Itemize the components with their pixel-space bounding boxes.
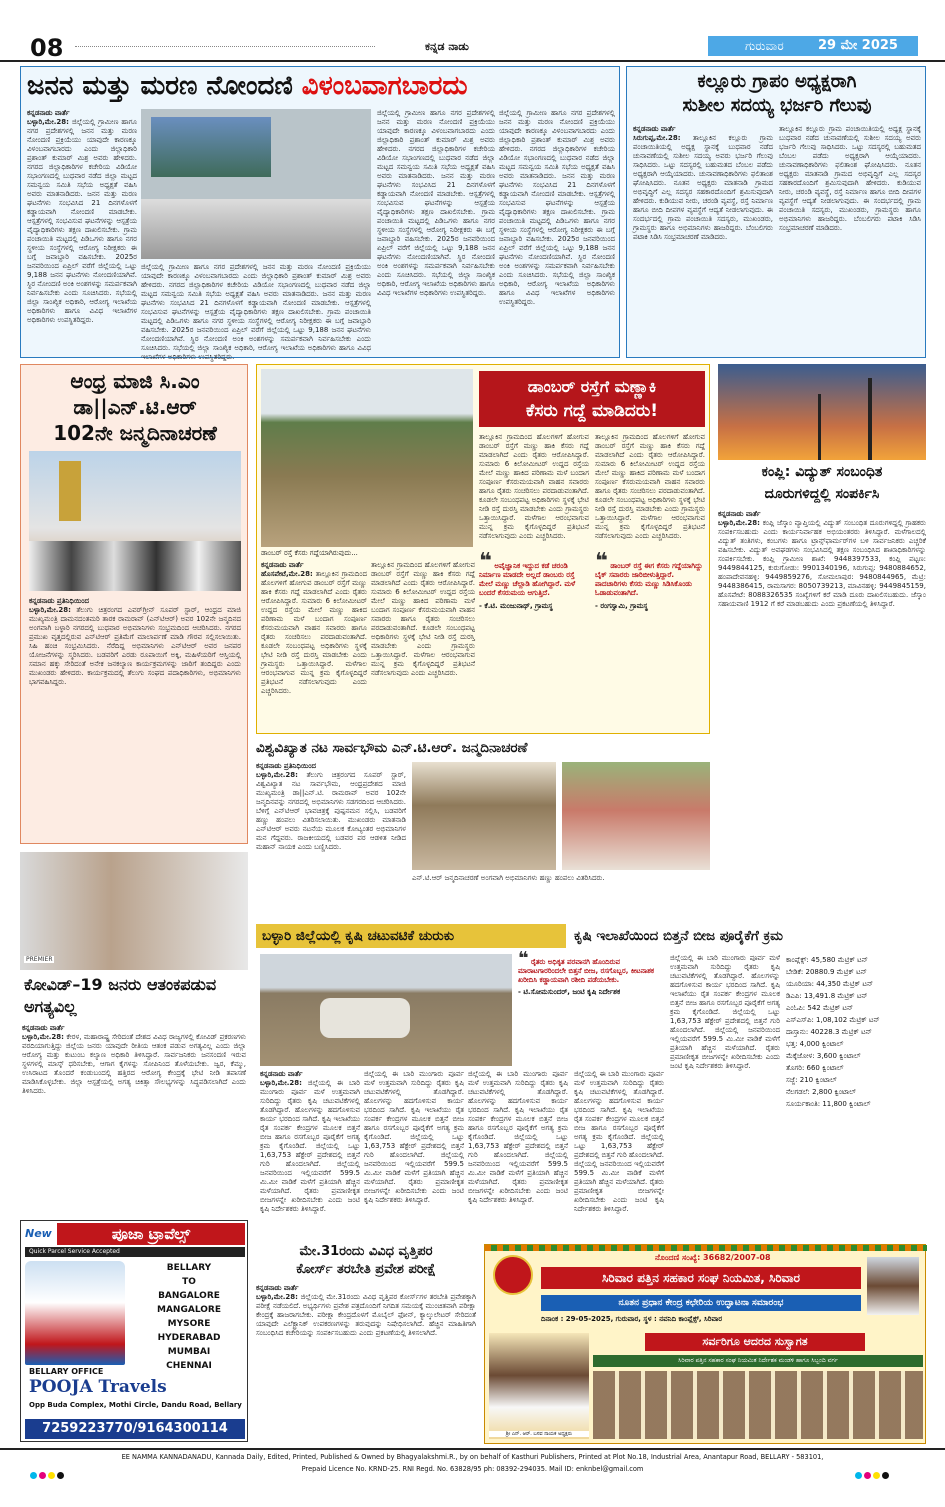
body-col2: ತಾಲ್ಲೂಕಿನ ಕಲ್ಲೂರು ಗ್ರಾಮ ಪಂಚಾಯಿತಿಯಲ್ಲಿ ಅಧ್ಯಕ್ಷ ಸ್ಥಾನಕ್ಕೆ ಬುಧವಾರ ನಡೆದ ಚುನಾವಣೆಯಲ್ಲಿ ಸುಶೀಲ ಸದಯ್ಯ ಅವರು ಭರ್ಜರಿ ಗೆಲುವು ಸಾಧಿಸಿದರು. ಒಟ್ಟು ಸದಸ್ಯರಲ್ಲಿ ಬಹುಮತದ ಬೆಂಬಲ ಪಡೆದು ಅಧ್ಯಕ್ಷರಾಗಿ ಆಯ್ಕೆಯಾದರು. ಚುನಾವಣಾಧಿಕಾರಿಗಳು ಫಲಿತಾಂಶ ಘೋಷಿಸಿದರು. ನೂತನ ಅಧ್ಯಕ್ಷರು ಮಾತನಾಡಿ ಗ್ರಾಮದ ಅಭಿವೃದ್ಧಿಗೆ ಎಲ್ಲ ಸದಸ್ಯರ ಸಹಕಾರದೊಂದಿಗೆ ಶ್ರಮಿಸುವುದಾಗಿ ಹೇಳಿದರು. ಕುಡಿಯುವ ನೀರು, ಚರಂಡಿ ವ್ಯವಸ್ಥೆ, ರಸ್ತೆ ನಿರ್ಮಾಣ ಹಾಗೂ ಬೀದಿ ದೀಪಗಳ ವ್ಯವಸ್ಥೆಗೆ ಆದ್ಯತೆ ನೀಡಲಾಗುವುದು. ಈ ಸಂದರ್ಭದಲ್ಲಿ ಗ್ರಾಮ ಪಂಚಾಯಿತಿ ಸದಸ್ಯರು, ಮುಖಂಡರು, ಗ್ರಾಮಸ್ಥರು ಹಾಗೂ ಅಭಿಮಾನಿಗಳು ಹಾಜರಿದ್ದರು. ಬೆಂಬಲಿಗರು ಪಟಾಕಿ ಸಿಡಿಸಿ ಸಂಭ್ರಮಾಚರಣೆ ಮಾಡಿದರು. bbox=[779, 125, 921, 232]
story-kampli bbox=[718, 364, 926, 916]
travels-name-kn: ಪೂಜಾ ಟ್ರಾವೆಲ್ಸ್ bbox=[57, 1223, 245, 1245]
registration-dots-right bbox=[855, 1464, 891, 1483]
quote-mark-icon: ❝ bbox=[518, 948, 529, 969]
byline: ಕನ್ನಡನಾಡು ವಾರ್ತೆ bbox=[256, 1284, 299, 1292]
body: ತಾಲ್ಲೂಕಿನ ಕಲ್ಲೂರು ಗ್ರಾಮ ಪಂಚಾಯಿತಿಯಲ್ಲಿ ಅಧ್ಯಕ್ಷ ಸ್ಥಾನಕ್ಕೆ ಬುಧವಾರ ನಡೆದ ಚುನಾವಣೆಯಲ್ಲಿ ಸುಶೀಲ ಸದಯ್ಯ ಅವರು ಭರ್ಜರಿ ಗೆಲುವು ಸಾಧಿಸಿದರು. ಒಟ್ಟು ಸದಸ್ಯರಲ್ಲಿ ಬಹುಮತದ ಬೆಂಬಲ ಪಡೆದು ಅಧ್ಯಕ್ಷರಾಗಿ ಆಯ್ಕೆಯಾದರು. ಚುನಾವಣಾಧಿಕಾರಿಗಳು ಫಲಿತಾಂಶ ಘೋಷಿಸಿದರು. ನೂತನ ಅಧ್ಯಕ್ಷರು ಮಾತನಾಡಿ ಗ್ರಾಮದ ಅಭಿವೃದ್ಧಿಗೆ ಎಲ್ಲ ಸದಸ್ಯರ ಸಹಕಾರದೊಂದಿಗೆ ಶ್ರಮಿಸುವುದಾಗಿ ಹೇಳಿದರು. ಕುಡಿಯುವ ನೀರು, ಚರಂಡಿ ವ್ಯವಸ್ಥೆ, ರಸ್ತೆ ನಿರ್ಮಾಣ ಹಾಗೂ ಬೀದಿ ದೀಪಗಳ ವ್ಯವಸ್ಥೆಗೆ ಆದ್ಯತೆ ನೀಡಲಾಗುವುದು. ಈ ಸಂದರ್ಭದಲ್ಲಿ ಗ್ರಾಮ ಪಂಚಾಯಿತಿ ಸದಸ್ಯರು, ಮುಖಂಡರು, ಗ್ರಾಮಸ್ಥರು ಹಾಗೂ ಅಭಿಮಾನಿಗಳು ಹಾಜರಿದ್ದರು. ಬೆಂಬಲಿಗರು ಪಟಾಕಿ ಸಿಡಿಸಿ ಸಂಭ್ರಮಾಚರಣೆ ಮಾಡಿದರು. bbox=[633, 134, 773, 241]
pylon bbox=[818, 394, 821, 460]
cyan-dot bbox=[855, 1472, 862, 1479]
story-photo bbox=[20, 852, 248, 970]
bank-logo bbox=[493, 1255, 533, 1295]
header-date: 29 ಮೇ 2025 bbox=[818, 38, 898, 53]
stock-line: ಸಜ್ಜೆ: 210 ಕ್ವಿಂಟಾಲ್ bbox=[786, 1076, 837, 1084]
body-col1 bbox=[261, 561, 367, 729]
ox-pair bbox=[320, 998, 410, 1038]
stock-line: ಬೇಡಿಕೆ: 20880.9 ಮೆಟ್ರಿಕ್ ಟನ್ bbox=[786, 968, 867, 976]
headline-line1: ಆಂಧ್ರ ಮಾಜಿ ಸಿ.ಎಂ bbox=[70, 369, 200, 393]
body-col1 bbox=[633, 125, 773, 353]
quote2-box bbox=[595, 549, 705, 729]
headline bbox=[27, 69, 468, 103]
stock-line: ಭತ್ತ: 4,000 ಕ್ವಿಂಟಾಲ್ bbox=[786, 1040, 844, 1048]
story-photo-2 bbox=[562, 762, 710, 870]
headline-line2: ಸುಶೀಲ ಸದಯ್ಯ ಭರ್ಜರಿ ಗೆಲುವು bbox=[682, 95, 872, 116]
body: ತೆಲುಗು ಚಿತ್ರರಂಗದ ಎವರ್‌ಗ್ರೀನ್ ಸೂಪರ್ ಸ್ಟಾರ್, ಆಂಧ್ರದ ಮಾಜಿ ಮುಖ್ಯಮಂತ್ರಿ ದಾಮನದಂತಮರಿ ತಾರಕ ರಾಮರಾವ್ (ಎನ್‌ಟಿಆರ್) ಅವರ 102ನೇ ಜನ್ಮದಿನದ ಅಂಗವಾಗಿ ಬಳ್ಳಾರಿ ನಗರದಲ್ಲಿ ಬುಧವಾರ ಅಭಿಮಾನಿಗಳು ಸಂಭ್ರಮದಿಂದ ಆಚರಿಸಿದರು. ನಗರದ ಪ್ರಮುಖ ವೃತ್ತದಲ್ಲಿರುವ ಎನ್‌ಟಿಆರ್ ಪ್ರತಿಮೆಗೆ ಮಾಲಾರ್ಪಣೆ ಮಾಡಿ ಗೌರವ ಸಲ್ಲಿಸಲಾಯಿತು. ಸಿಹಿ ಹಂಚಿ ಸಂಭ್ರಮಿಸಿದರು. ನೆರೆದಿದ್ದ ಅಭಿಮಾನಿಗಳು ಎನ್‌ಟಿಆರ್ ಅವರ ಜನಪರ ಯೋಜನೆಗಳನ್ನು ಸ್ಮರಿಸಿದರು. ಬಡವರಿಗೆ ಎರಡು ರೂಪಾಯಿಗೆ ಅಕ್ಕಿ, ಮಹಿಳೆಯರಿಗೆ ಆಸ್ತಿಯಲ್ಲಿ ಸಮಾನ ಹಕ್ಕು ಸೇರಿದಂತೆ ಅನೇಕ ಜನಕಲ್ಯಾಣ ಕಾರ್ಯಕ್ರಮಗಳನ್ನು ಜಾರಿಗೆ ತಂದಿದ್ದರು ಎಂದು ಮುಖಂಡರು ಹೇಳಿದರು. ಕಾರ್ಯಕ್ರಮದಲ್ಲಿ ತೆಲುಗು ಸಂಘದ ಪದಾಧಿಕಾರಿಗಳು, ಅಭಿಮಾನಿಗಳು ಭಾಗವಹಿಸಿದ್ದರು. bbox=[29, 606, 242, 686]
stock-line: ಎಂಓಪಿ: 542 ಮೆಟ್ರಿಕ್ ಟನ್ bbox=[786, 1004, 854, 1012]
table bbox=[141, 199, 371, 259]
body-area bbox=[29, 597, 241, 839]
story-road bbox=[256, 364, 710, 734]
headline-line2: ಡಾ||ಎನ್.ಟಿ.ಆರ್ bbox=[73, 395, 197, 419]
quote-mark-icon: ❝ bbox=[595, 549, 608, 574]
body-col4: ಜಿಲ್ಲೆಯಲ್ಲಿ ಗ್ರಾಮೀಣ ಹಾಗೂ ನಗರ ಪ್ರದೇಶಗಳಲ್ಲಿ ಜನನ ಮತ್ತು ಮರಣ ನೋಂದಣಿ ಪ್ರಕ್ರಿಯೆಯು ಯಾವುದೇ ಕಾರಣಕ್ಕೂ ವಿಳಂಬವಾಗಬಾರದು ಎಂದು ಜಿಲ್ಲಾಧಿಕಾರಿ ಪ್ರಶಾಂತ್ ಕುಮಾರ್ ಮಿಶ್ರ ಅವರು ಹೇಳಿದರು. ನಗರದ ಜಿಲ್ಲಾಧಿಕಾರಿಗಳ ಕಚೇರಿಯ ವಿಡಿಯೋ ಸಭಾಂಗಣದಲ್ಲಿ ಬುಧವಾರ ನಡೆದ ಜಿಲ್ಲಾ ಮಟ್ಟದ ಸಮನ್ವಯ ಸಮಿತಿ ಸಭೆಯ ಅಧ್ಯಕ್ಷತೆ ವಹಿಸಿ ಅವರು ಮಾತನಾಡಿದರು. ಜನನ ಮತ್ತು ಮರಣ ಘಟನೆಗಳು ಸಂಭವಿಸಿದ 21 ದಿನಗಳೊಳಗೆ ಕಡ್ಡಾಯವಾಗಿ ನೋಂದಣಿ ಮಾಡಬೇಕು. ಆಸ್ಪತ್ರೆಗಳಲ್ಲಿ ಸಂಭವಿಸುವ ಘಟನೆಗಳನ್ನು ಆಸ್ಪತ್ರೆಯ ವೈದ್ಯಾಧಿಕಾರಿಗಳು ತಕ್ಷಣ ದಾಖಲಿಸಬೇಕು. ಗ್ರಾಮ ಪಂಚಾಯಿತಿ ಮಟ್ಟದಲ್ಲಿ ಪಿಡಿಒಗಳು ಹಾಗೂ ನಗರ ಸ್ಥಳೀಯ ಸಂಸ್ಥೆಗಳಲ್ಲಿ ಆರೋಗ್ಯ ನಿರೀಕ್ಷಕರು ಈ ಬಗ್ಗೆ ಜವಾಬ್ದಾರಿ ವಹಿಸಬೇಕು. 2025ರ ಜನವರಿಯಿಂದ ಏಪ್ರಿಲ್ ವರೆಗೆ ಜಿಲ್ಲೆಯಲ್ಲಿ ಒಟ್ಟು 9,188 ಜನನ ಘಟನೆಗಳು ನೋಂದಣಿಯಾಗಿವೆ. ಸ್ಥಿರ ನೋಂದಣಿ ಅಂಕಿ ಅಂಶಗಳನ್ನು ಸಮರ್ಪಕವಾಗಿ ನಿರ್ವಹಿಸಬೇಕು ಎಂದು ಸೂಚಿಸಿದರು. ಸಭೆಯಲ್ಲಿ ಜಿಲ್ಲಾ ಸಾಂಖ್ಯಿಕ ಅಧಿಕಾರಿ, ಆರೋಗ್ಯ ಇಲಾಖೆಯ ಅಧಿಕಾರಿಗಳು ಹಾಗೂ ವಿವಿಧ ಇಲಾಖೆಗಳ ಅಧಿಕಾರಿಗಳು ಉಪಸ್ಥಿತರಿದ್ದರು. bbox=[499, 109, 615, 306]
ad-travels bbox=[20, 1220, 248, 1442]
board-title: ಸಿರಿವಾರ ಪತ್ತಿನ ಸಹಕಾರ ಸಂಘ ನಿಯಮಿತ ನಿರ್ದೇಶಕ ಮಂಡಳಿ ಹಾಗೂ ಸಿಬ್ಬಂದಿ ವರ್ಗ bbox=[593, 1355, 923, 1367]
quote2: ಡಾಂಬರ್ ರಸ್ತೆ ಈಗ ಕೆಸರು ಗದ್ದೆಯಾಗಿದ್ದು ಬೈಕ್ ಸವಾರರು ಜಾರಿಬೀಳುತ್ತಿದ್ದಾರೆ. ಪಾದಚಾರಿಗಳು ಕೆಸರು ಮಣ್ಣು ಸಿಡಿಸಿಕೊಂಡು ಓಡಾಡುವಂತಾಗಿದೆ. bbox=[595, 562, 703, 597]
yellow-dot bbox=[48, 1472, 55, 1479]
body-col1 bbox=[256, 762, 406, 912]
quote-by: - ಟಿ.ಸೋಮಸುಂದರ್, ಜಂಟಿ ಕೃಷಿ ನಿರ್ದೇಶಕ bbox=[518, 988, 621, 996]
body: ತಾಲ್ಲೂಕಿನ ಗ್ರಾಮದಿಂದ ಹೊಲಗಳಿಗೆ ಹೋಗುವ ಡಾಂಬರ್ ರಸ್ತೆಗೆ ಮಣ್ಣು ಹಾಕಿ ಕೆಸರು ಗದ್ದೆ ಮಾಡಲಾಗಿದೆ ಎಂದು ರೈತರು ಆರೋಪಿಸಿದ್ದಾರೆ. ಸುಮಾರು 6 ಕಿಲೋಮೀಟರ್ ಉದ್ದದ ರಸ್ತೆಯ ಮೇಲೆ ಮಣ್ಣು ಹಾಕಿದ ಪರಿಣಾಮ ಮಳೆ ಬಂದಾಗ ಸಂಪೂರ್ಣ ಕೆಸರುಮಯವಾಗಿ ವಾಹನ ಸವಾರರು ಹಾಗೂ ರೈತರು ಸಂಚರಿಸಲು ಪರದಾಡುವಂತಾಗಿದೆ. ಕೂಡಲೇ ಸಂಬಂಧಪಟ್ಟ ಅಧಿಕಾರಿಗಳು ಸ್ಥಳಕ್ಕೆ ಭೇಟಿ ನೀಡಿ ರಸ್ತೆ ದುರಸ್ತಿ ಮಾಡಬೇಕು ಎಂದು ಗ್ರಾಮಸ್ಥರು ಒತ್ತಾಯಿಸಿದ್ದಾರೆ. ಮಳೆಗಾಲ ಆರಂಭವಾಗುವ ಮುನ್ನ ಕ್ರಮ ಕೈಗೊಳ್ಳದಿದ್ದರೆ ಪ್ರತಿಭಟನೆ ನಡೆಸಲಾಗುವುದು ಎಂದು ಎಚ್ಚರಿಸಿದರು. bbox=[261, 570, 367, 695]
bank-name: ಸಿರಿವಾರ ಪತ್ತಿನ ಸಹಕಾರ ಸಂಘ ನಿಯಮಿತ, ಸಿರಿವಾರ bbox=[541, 1267, 861, 1289]
stock-list bbox=[786, 954, 926, 1236]
quote1-box bbox=[479, 549, 589, 729]
headline: ಕೋವಿಡ್–19 ಜನರು ಆತಂಕಪಡುವ ಅಗತ್ಯವಿಲ್ಲ bbox=[24, 975, 217, 1016]
dateline: ಬಳ್ಳಾರಿ,ಮೇ.28: bbox=[260, 1079, 302, 1087]
welcome: ಸರ್ವರಿಗೂ ಆದರದ ಸುಸ್ವಾಗತ bbox=[645, 1333, 865, 1351]
photo-caption: ಎನ್.ಟಿ.ಆರ್ ಜನ್ಮದಿನಾಚರಣೆ ಅಂಗವಾಗಿ ಅಭಿಮಾನಿಗಳು ಹಣ್ಣು ಹಂಪಲು ವಿತರಿಸಿದರು. bbox=[412, 874, 605, 882]
dateline: ಬಳ್ಳಾರಿ,ಮೇ.28: bbox=[256, 771, 298, 779]
new-label: New bbox=[25, 1227, 52, 1240]
travels-name-en: POOJA Travels bbox=[29, 1377, 167, 1397]
headline-line2: ದೂರುಗಳಿದ್ದಲ್ಲಿ ಸಂಪರ್ಕಿಸಿ bbox=[764, 486, 880, 502]
story-photo bbox=[141, 109, 371, 259]
dateline: ಬಳ್ಳಾರಿ,ಮೇ.28: bbox=[718, 519, 760, 527]
route: TO bbox=[182, 1277, 196, 1287]
statue bbox=[59, 461, 81, 521]
byline-area bbox=[27, 109, 137, 353]
crowd bbox=[29, 541, 241, 591]
header-rule-left bbox=[75, 46, 375, 47]
headline-left: ಬಳ್ಳಾರಿ ಜಿಲ್ಲೆಯಲ್ಲಿ ಕೃಷಿ ಚಟುವಟಿಕೆ ಚುರುಕು bbox=[256, 924, 566, 948]
stock-line: ಮೆಕ್ಕೆಜೋಳ: 3,600 ಕ್ವಿಂಟಾಲ್ bbox=[786, 1052, 861, 1060]
story-photo bbox=[718, 364, 926, 460]
headline-line1: ಮೇ.31ರಂದು ವಿವಿಧ ವೃತ್ತಿಪರ bbox=[299, 1244, 433, 1259]
byline: ಕನ್ನಡನಾಡು ವಾರ್ತೆ bbox=[260, 1070, 303, 1078]
body: ಜಿಲ್ಲೆಯಲ್ಲಿ ಗ್ರಾಮೀಣ ಹಾಗೂ ನಗರ ಪ್ರದೇಶಗಳಲ್ಲಿ ಜನನ ಮತ್ತು ಮರಣ ನೋಂದಣಿ ಪ್ರಕ್ರಿಯೆಯು ಯಾವುದೇ ಕಾರಣಕ್ಕೂ ವಿಳಂಬವಾಗಬಾರದು ಎಂದು ಜಿಲ್ಲಾಧಿಕಾರಿ ಪ್ರಶಾಂತ್ ಕುಮಾರ್ ಮಿಶ್ರ ಅವರು ಹೇಳಿದರು. ನಗರದ ಜಿಲ್ಲಾಧಿಕಾರಿಗಳ ಕಚೇರಿಯ ವಿಡಿಯೋ ಸಭಾಂಗಣದಲ್ಲಿ ಬುಧವಾರ ನಡೆದ ಜಿಲ್ಲಾ ಮಟ್ಟದ ಸಮನ್ವಯ ಸಮಿತಿ ಸಭೆಯ ಅಧ್ಯಕ್ಷತೆ ವಹಿಸಿ ಅವರು ಮಾತನಾಡಿದರು. ಜನನ ಮತ್ತು ಮರಣ ಘಟನೆಗಳು ಸಂಭವಿಸಿದ 21 ದಿನಗಳೊಳಗೆ ಕಡ್ಡಾಯವಾಗಿ ನೋಂದಣಿ ಮಾಡಬೇಕು. ಆಸ್ಪತ್ರೆಗಳಲ್ಲಿ ಸಂಭವಿಸುವ ಘಟನೆಗಳನ್ನು ಆಸ್ಪತ್ರೆಯ ವೈದ್ಯಾಧಿಕಾರಿಗಳು ತಕ್ಷಣ ದಾಖಲಿಸಬೇಕು. ಗ್ರಾಮ ಪಂಚಾಯಿತಿ ಮಟ್ಟದಲ್ಲಿ ಪಿಡಿಒಗಳು ಹಾಗೂ ನಗರ ಸ್ಥಳೀಯ ಸಂಸ್ಥೆಗಳಲ್ಲಿ ಆರೋಗ್ಯ ನಿರೀಕ್ಷಕರು ಈ ಬಗ್ಗೆ ಜವಾಬ್ದಾರಿ ವಹಿಸಬೇಕು. 2025ರ ಜನವರಿಯಿಂದ ಏಪ್ರಿಲ್ ವರೆಗೆ ಜಿಲ್ಲೆಯಲ್ಲಿ ಒಟ್ಟು 9,188 ಜನನ ಘಟನೆಗಳು ನೋಂದಣಿಯಾಗಿವೆ. ಸ್ಥಿರ ನೋಂದಣಿ ಅಂಕಿ ಅಂಶಗಳನ್ನು ಸಮರ್ಪಕವಾಗಿ ನಿರ್ವಹಿಸಬೇಕು ಎಂದು ಸೂಚಿಸಿದರು. ಸಭೆಯಲ್ಲಿ ಜಿಲ್ಲಾ ಸಾಂಖ್ಯಿಕ ಅಧಿಕಾರಿ, ಆರೋಗ್ಯ ಇಲಾಖೆಯ ಅಧಿಕಾರಿಗಳು ಹಾಗೂ ವಿವಿಧ ಇಲಾಖೆಗಳ ಅಧಿಕಾರಿಗಳು ಉಪಸ್ಥಿತರಿದ್ದರು. bbox=[27, 118, 137, 324]
page-number: 08 bbox=[30, 34, 64, 62]
body-area bbox=[256, 1284, 476, 1442]
dateline: ಬಳ್ಳಾರಿ,ಮೇ.28: bbox=[29, 606, 71, 614]
stock-line: ತೊಗರಿ: 660 ಕ್ವಿಂಟಾಲ್ bbox=[786, 1064, 844, 1072]
body: ತೆಲುಗು ಚಿತ್ರರಂಗದ ಸೂಪರ್ ಸ್ಟಾರ್, ವಿಶ್ವವಿಖ್ಯಾತ ನಟ ಸಾರ್ವಭೌಮ, ಆಂಧ್ರಪ್ರದೇಶದ ಮಾಜಿ ಮುಖ್ಯಮಂತ್ರಿ ಡಾ||ಎನ್.ಟಿ. ರಾಮರಾವ್ ಅವರ 102ನೇ ಜನ್ಮದಿನವನ್ನು ನಗರದಲ್ಲಿ ಅಭಿಮಾನಿಗಳು ಸಡಗರದಿಂದ ಆಚರಿಸಿದರು. ಬೆಳಿಗ್ಗೆ ಎನ್‌ಟಿಆರ್ ಭಾವಚಿತ್ರಕ್ಕೆ ಪುಷ್ಪನಮನ ಸಲ್ಲಿಸಿ, ಬಡವರಿಗೆ ಹಣ್ಣು ಹಂಪಲು ವಿತರಿಸಲಾಯಿತು. ಮುಖಂಡರು ಮಾತನಾಡಿ ಎನ್‌ಟಿಆರ್ ಅವರು ನಟನೆಯ ಮೂಲಕ ಕೋಟ್ಯಂತರ ಅಭಿಮಾನಿಗಳ ಮನ ಗೆದ್ದವರು. ರಾಜಕೀಯದಲ್ಲಿ ಬಡವರ ಪರ ಆಡಳಿತ ನೀಡಿದ ಮಹಾನ್ ನಾಯಕ ಎಂದು ಬಣ್ಣಿಸಿದರು. bbox=[256, 771, 406, 851]
body-col3: ಜಿಲ್ಲೆಯಲ್ಲಿ ಈ ಬಾರಿ ಮುಂಗಾರು ಪೂರ್ವ ಮಳೆ ಉತ್ತಮವಾಗಿ ಸುರಿದಿದ್ದು ರೈತರು ಕೃಷಿ ಚಟುವಟಿಕೆಗಳಲ್ಲಿ ತೊಡಗಿದ್ದಾರೆ. ಹೊಲಗಳನ್ನು ಹದಗೊಳಿಸುವ ಕಾರ್ಯ ಭರದಿಂದ ಸಾಗಿದೆ. ಕೃಷಿ ಇಲಾಖೆಯು ರೈತ ಸಂಪರ್ಕ ಕೇಂದ್ರಗಳ ಮೂಲಕ ಬಿತ್ತನೆ ಬೀಜ ಹಾಗೂ ರಸಗೊಬ್ಬರ ಪೂರೈಕೆಗೆ ಅಗತ್ಯ ಕ್ರಮ ಕೈಗೊಂಡಿದೆ. ಜಿಲ್ಲೆಯಲ್ಲಿ ಒಟ್ಟು 1,63,753 ಹೆಕ್ಟೇರ್ ಪ್ರದೇಶದಲ್ಲಿ ಬಿತ್ತನೆ ಗುರಿ ಹೊಂದಲಾಗಿದೆ. ಜಿಲ್ಲೆಯಲ್ಲಿ ಜನವರಿಯಿಂದ ಇಲ್ಲಿಯವರೆಗೆ 599.5 ಮಿ.ಮೀ ವಾಡಿಕೆ ಮಳೆಗೆ ಪ್ರತಿಯಾಗಿ ಹೆಚ್ಚಿನ ಮಳೆಯಾಗಿದೆ. ರೈತರು ಪ್ರಮಾಣೀಕೃತ ಬೀಜಗಳನ್ನೇ ಖರೀದಿಸಬೇಕು ಎಂದು ಜಂಟಿ ಕೃಷಿ ನಿರ್ದೇಶಕರು ತಿಳಿಸಿದ್ದಾರೆ. bbox=[468, 1070, 568, 1204]
byline: ಕನ್ನಡನಾಡು ವಾರ್ತೆ bbox=[27, 109, 70, 117]
headline: ವಿಶ್ವವಿಖ್ಯಾತ ನಟ ಸಾರ್ವಭೌಮ ಎನ್.ಟಿ.ಆರ್. ಜನ್ಮದಿನಾಚರಣೆ bbox=[256, 740, 528, 756]
route: MUMBAI bbox=[167, 1347, 211, 1357]
stock-line: ಎಸ್‌ಎಸ್‌ಪಿ: 1,08,102 ಮೆಟ್ರಿಕ್ ಟನ್ bbox=[786, 1016, 880, 1024]
story-photo-1 bbox=[412, 762, 556, 870]
body-col3: ಜಿಲ್ಲೆಯಲ್ಲಿ ಗ್ರಾಮೀಣ ಹಾಗೂ ನಗರ ಪ್ರದೇಶಗಳಲ್ಲಿ ಜನನ ಮತ್ತು ಮರಣ ನೋಂದಣಿ ಪ್ರಕ್ರಿಯೆಯು ಯಾವುದೇ ಕಾರಣಕ್ಕೂ ವಿಳಂಬವಾಗಬಾರದು ಎಂದು ಜಿಲ್ಲಾಧಿಕಾರಿ ಪ್ರಶಾಂತ್ ಕುಮಾರ್ ಮಿಶ್ರ ಅವರು ಹೇಳಿದರು. ನಗರದ ಜಿಲ್ಲಾಧಿಕಾರಿಗಳ ಕಚೇರಿಯ ವಿಡಿಯೋ ಸಭಾಂಗಣದಲ್ಲಿ ಬುಧವಾರ ನಡೆದ ಜಿಲ್ಲಾ ಮಟ್ಟದ ಸಮನ್ವಯ ಸಮಿತಿ ಸಭೆಯ ಅಧ್ಯಕ್ಷತೆ ವಹಿಸಿ ಅವರು ಮಾತನಾಡಿದರು. ಜನನ ಮತ್ತು ಮರಣ ಘಟನೆಗಳು ಸಂಭವಿಸಿದ 21 ದಿನಗಳೊಳಗೆ ಕಡ್ಡಾಯವಾಗಿ ನೋಂದಣಿ ಮಾಡಬೇಕು. ಆಸ್ಪತ್ರೆಗಳಲ್ಲಿ ಸಂಭವಿಸುವ ಘಟನೆಗಳನ್ನು ಆಸ್ಪತ್ರೆಯ ವೈದ್ಯಾಧಿಕಾರಿಗಳು ತಕ್ಷಣ ದಾಖಲಿಸಬೇಕು. ಗ್ರಾಮ ಪಂಚಾಯಿತಿ ಮಟ್ಟದಲ್ಲಿ ಪಿಡಿಒಗಳು ಹಾಗೂ ನಗರ ಸ್ಥಳೀಯ ಸಂಸ್ಥೆಗಳಲ್ಲಿ ಆರೋಗ್ಯ ನಿರೀಕ್ಷಕರು ಈ ಬಗ್ಗೆ ಜವಾಬ್ದಾರಿ ವಹಿಸಬೇಕು. 2025ರ ಜನವರಿಯಿಂದ ಏಪ್ರಿಲ್ ವರೆಗೆ ಜಿಲ್ಲೆಯಲ್ಲಿ ಒಟ್ಟು 9,188 ಜನನ ಘಟನೆಗಳು ನೋಂದಣಿಯಾಗಿವೆ. ಸ್ಥಿರ ನೋಂದಣಿ ಅಂಕಿ ಅಂಶಗಳನ್ನು ಸಮರ್ಪಕವಾಗಿ ನಿರ್ವಹಿಸಬೇಕು ಎಂದು ಸೂಚಿಸಿದರು. ಸಭೆಯಲ್ಲಿ ಜಿಲ್ಲಾ ಸಾಂಖ್ಯಿಕ ಅಧಿಕಾರಿ, ಆರೋಗ್ಯ ಇಲಾಖೆಯ ಅಧಿಕಾರಿಗಳು ಹಾಗೂ ವಿವಿಧ ಇಲಾಖೆಗಳ ಅಧಿಕಾರಿಗಳು ಉಪಸ್ಥಿತರಿದ್ದರು. bbox=[377, 109, 495, 297]
body-area bbox=[22, 1024, 246, 1210]
route: MYSORE bbox=[167, 1319, 211, 1329]
reg-no: ನೊಂದಣಿ ಸಂಖ್ಯೆ: 36682/2007-08 bbox=[655, 1253, 771, 1262]
stock-line: ಡಿಎಪಿ: 13,491.8 ಮೆಟ್ರಿಕ್ ಟನ್ bbox=[786, 992, 868, 1000]
cyan-dot bbox=[30, 1472, 37, 1479]
body-col4: ತಾಲ್ಲೂಕಿನ ಗ್ರಾಮದಿಂದ ಹೊಲಗಳಿಗೆ ಹೋಗುವ ಡಾಂಬರ್ ರಸ್ತೆಗೆ ಮಣ್ಣು ಹಾಕಿ ಕೆಸರು ಗದ್ದೆ ಮಾಡಲಾಗಿದೆ ಎಂದು ರೈತರು ಆರೋಪಿಸಿದ್ದಾರೆ. ಸುಮಾರು 6 ಕಿಲೋಮೀಟರ್ ಉದ್ದದ ರಸ್ತೆಯ ಮೇಲೆ ಮಣ್ಣು ಹಾಕಿದ ಪರಿಣಾಮ ಮಳೆ ಬಂದಾಗ ಸಂಪೂರ್ಣ ಕೆಸರುಮಯವಾಗಿ ವಾಹನ ಸವಾರರು ಹಾಗೂ ರೈತರು ಸಂಚರಿಸಲು ಪರದಾಡುವಂತಾಗಿದೆ. ಕೂಡಲೇ ಸಂಬಂಧಪಟ್ಟ ಅಧಿಕಾರಿಗಳು ಸ್ಥಳಕ್ಕೆ ಭೇಟಿ ನೀಡಿ ರಸ್ತೆ ದುರಸ್ತಿ ಮಾಡಬೇಕು ಎಂದು ಗ್ರಾಮಸ್ಥರು ಒತ್ತಾಯಿಸಿದ್ದಾರೆ. ಮಳೆಗಾಲ ಆರಂಭವಾಗುವ ಮುನ್ನ ಕ್ರಮ ಕೈಗೊಳ್ಳದಿದ್ದರೆ ಪ್ರತಿಭಟನೆ ನಡೆಸಲಾಗುವುದು ಎಂದು ಎಚ್ಚರಿಸಿದರು. bbox=[595, 433, 705, 540]
dateline: ಹೊಸಪೇಟೆ,ಮೇ.28: bbox=[261, 570, 313, 578]
chairman-caption: ಶ್ರೀ ಎನ್. ಆರ್. ಬಸವ ನಾಯಕ ಅಧ್ಯಕ್ಷರು bbox=[489, 1431, 589, 1437]
body-area bbox=[718, 510, 926, 914]
office-label: BELLARY OFFICE bbox=[29, 1367, 104, 1376]
parcel-strip: Quick Parcel Service Accepted bbox=[25, 1247, 245, 1257]
body-col2: ಜಿಲ್ಲೆಯಲ್ಲಿ ಗ್ರಾಮೀಣ ಹಾಗೂ ನಗರ ಪ್ರದೇಶಗಳಲ್ಲಿ ಜನನ ಮತ್ತು ಮರಣ ನೋಂದಣಿ ಪ್ರಕ್ರಿಯೆಯು ಯಾವುದೇ ಕಾರಣಕ್ಕೂ ವಿಳಂಬವಾಗಬಾರದು ಎಂದು ಜಿಲ್ಲಾಧಿಕಾರಿ ಪ್ರಶಾಂತ್ ಕುಮಾರ್ ಮಿಶ್ರ ಅವರು ಹೇಳಿದರು. ನಗರದ ಜಿಲ್ಲಾಧಿಕಾರಿಗಳ ಕಚೇರಿಯ ವಿಡಿಯೋ ಸಭಾಂಗಣದಲ್ಲಿ ಬುಧವಾರ ನಡೆದ ಜಿಲ್ಲಾ ಮಟ್ಟದ ಸಮನ್ವಯ ಸಮಿತಿ ಸಭೆಯ ಅಧ್ಯಕ್ಷತೆ ವಹಿಸಿ ಅವರು ಮಾತನಾಡಿದರು. ಜನನ ಮತ್ತು ಮರಣ ಘಟನೆಗಳು ಸಂಭವಿಸಿದ 21 ದಿನಗಳೊಳಗೆ ಕಡ್ಡಾಯವಾಗಿ ನೋಂದಣಿ ಮಾಡಬೇಕು. ಆಸ್ಪತ್ರೆಗಳಲ್ಲಿ ಸಂಭವಿಸುವ ಘಟನೆಗಳನ್ನು ಆಸ್ಪತ್ರೆಯ ವೈದ್ಯಾಧಿಕಾರಿಗಳು ತಕ್ಷಣ ದಾಖಲಿಸಬೇಕು. ಗ್ರಾಮ ಪಂಚಾಯಿತಿ ಮಟ್ಟದಲ್ಲಿ ಪಿಡಿಒಗಳು ಹಾಗೂ ನಗರ ಸ್ಥಳೀಯ ಸಂಸ್ಥೆಗಳಲ್ಲಿ ಆರೋಗ್ಯ ನಿರೀಕ್ಷಕರು ಈ ಬಗ್ಗೆ ಜವಾಬ್ದಾರಿ ವಹಿಸಬೇಕು. 2025ರ ಜನವರಿಯಿಂದ ಏಪ್ರಿಲ್ ವರೆಗೆ ಜಿಲ್ಲೆಯಲ್ಲಿ ಒಟ್ಟು 9,188 ಜನನ ಘಟನೆಗಳು ನೋಂದಣಿಯಾಗಿವೆ. ಸ್ಥಿರ ನೋಂದಣಿ ಅಂಕಿ ಅಂಶಗಳನ್ನು ಸಮರ್ಪಕವಾಗಿ ನಿರ್ವಹಿಸಬೇಕು ಎಂದು ಸೂಚಿಸಿದರು. ಸಭೆಯಲ್ಲಿ ಜಿಲ್ಲಾ ಸಾಂಖ್ಯಿಕ ಅಧಿಕಾರಿ, ಆರೋಗ್ಯ ಇಲಾಖೆಯ ಅಧಿಕಾರಿಗಳು ಹಾಗೂ ವಿವಿಧ ಇಲಾಖೆಗಳ ಅಧಿಕಾರಿಗಳು ಉಪಸ್ಥಿತರಿದ್ದರು. bbox=[141, 263, 371, 361]
story-agri bbox=[256, 924, 926, 1240]
body: ಕೇರಳ, ಮಹಾರಾಷ್ಟ್ರ ಸೇರಿದಂತೆ ದೇಶದ ವಿವಿಧ ರಾಜ್ಯಗಳಲ್ಲಿ ಕೋವಿಡ್ ಪ್ರಕರಣಗಳು ವರದಿಯಾಗುತ್ತಿದ್ದು ಜಿಲ್ಲೆಯ ಜನರು ಯಾವುದೇ ರೀತಿಯ ಆತಂಕ ಪಡುವ ಅಗತ್ಯವಿಲ್ಲ ಎಂದು ಜಿಲ್ಲಾ ಆರೋಗ್ಯ ಮತ್ತು ಕುಟುಂಬ ಕಲ್ಯಾಣ ಅಧಿಕಾರಿ ತಿಳಿಸಿದ್ದಾರೆ. ಸಾರ್ವಜನಿಕರು ಜನಸಂದಣಿ ಇರುವ ಸ್ಥಳಗಳಲ್ಲಿ ಮಾಸ್ಕ್ ಧರಿಸಬೇಕು, ಆಗಾಗ ಕೈಗಳನ್ನು ಸೋಪಿನಿಂದ ತೊಳೆಯಬೇಕು. ಜ್ವರ, ಕೆಮ್ಮು, ಉಸಿರಾಟದ ತೊಂದರೆ ಕಂಡುಬಂದಲ್ಲಿ ಹತ್ತಿರದ ಆರೋಗ್ಯ ಕೇಂದ್ರಕ್ಕೆ ಭೇಟಿ ನೀಡಿ ತಪಾಸಣೆ ಮಾಡಿಸಿಕೊಳ್ಳಬೇಕು. ಜಿಲ್ಲಾ ಆಸ್ಪತ್ರೆಯಲ್ಲಿ ಅಗತ್ಯ ಚಿಕಿತ್ಸಾ ಸೌಲಭ್ಯಗಳನ್ನು ಸಿದ್ಧಪಡಿಸಲಾಗಿದೆ ಎಂದು ತಿಳಿಸಿದರು. bbox=[22, 1033, 246, 1095]
stock-line: ನೆಲಗಡಲೆ: 2,800 ಕ್ವಿಂಟಾಲ್ bbox=[786, 1088, 856, 1096]
black-dot bbox=[882, 1472, 889, 1479]
headline-box bbox=[479, 371, 705, 427]
stock-line: ದಾಸ್ತಾನು: 40228.3 ಮೆಟ್ರಿಕ್ ಟನ್ bbox=[786, 1028, 872, 1036]
route: BANGALORE bbox=[158, 1291, 220, 1301]
story-birth-death bbox=[20, 66, 620, 361]
routes bbox=[131, 1261, 247, 1373]
dateline: ಬಳ್ಳಾರಿ,ಮೇ.28: bbox=[22, 1033, 64, 1041]
quote2-by: - ರಂಗಸ್ವಾಮಿ, ಗ್ರಾಮಸ್ಥ bbox=[595, 602, 648, 610]
quote1: ಅವೈಜ್ಞಾನಿಕ ಇದ್ದುದ ಕಡೆ ಚರಂಡಿ ನಿರ್ಮಾಣ ಮಾಡದೇ ಅಲ್ಲದೆ ಡಾಂಬರು ರಸ್ತೆ ಮೇಲೆ ಮಣ್ಣು ಚೆಲ್ಲಾಡಿ ಹೋಗಿದ್ದಾರೆ. ಮಳೆ ಬಂದರೆ ಕೆಸರುಮಯ ಆಗುತ್ತಿದೆ. bbox=[479, 562, 576, 597]
headline-right: ಕೃಷಿ ಇಲಾಖೆಯಿಂದ ಬಿತ್ತನೆ ಬೀಜ ಪೂರೈಕೆಗೆ ಕ್ರಮ bbox=[574, 928, 783, 944]
body: ಕಂಪ್ಲಿ ಜೆಸ್ಕಾಂ ವ್ಯಾಪ್ತಿಯಲ್ಲಿ ವಿದ್ಯುತ್ ಸಂಬಂಧಿತ ದೂರುಗಳಿದ್ದಲ್ಲಿ ಗ್ರಾಹಕರು ಸಂಪರ್ಕಿಸಬಹುದು ಎಂದು ಕಾರ್ಯನಿರ್ವಾಹಕ ಅಭಿಯಂತರರು ತಿಳಿಸಿದ್ದಾರೆ. ಮಳೆಗಾಲದಲ್ಲಿ ವಿದ್ಯುತ್ ತಂತಿಗಳು, ಕಂಬಗಳು ಹಾಗೂ ಟ್ರಾನ್ಸ್‌ಫಾರ್ಮರ್‌ಗಳ ಬಳಿ ಸಾರ್ವಜನಿಕರು ಎಚ್ಚರಿಕೆ ವಹಿಸಬೇಕು. ವಿದ್ಯುತ್ ಅವಘಡಗಳು ಸಂಭವಿಸಿದಲ್ಲಿ ತಕ್ಷಣ ಸಂಬಂಧಿಸಿದ ಶಾಖಾಧಿಕಾರಿಗಳನ್ನು ಸಂಪರ್ಕಿಸಬೇಕು. ಕಂಪ್ಲಿ ಗ್ರಾಮೀಣ ಶಾಖೆ: 9448397533, ಕಂಪ್ಲಿ ಪಟ್ಟಣ: 9449844125, ಕುರುಗೋಡು: 9901340196, ಸಿರುಗುಪ್ಪ: 9480884652, ಹಂಪಾದೇವನಹಳ್ಳಿ: 9449859276, ಸೋಮಲಾಪುರ: 9480844965, ಮೆಟ್ರಿ: 9448386415, ರಾಮಸಾಗರ: 8050739213, ಮಾವಿನಹಳ್ಳಿ: 9449845159, ಹೊಸಪೇಟೆ: 8088326535 ಸಂಖ್ಯೆಗಳಿಗೆ ಕರೆ ಮಾಡಿ ದೂರು ದಾಖಲಿಸಬಹುದು. ಜೆಸ್ಕಾಂ ಸಹಾಯವಾಣಿ 1912 ಗೆ ಕರೆ ಮಾಡಬಹುದು ಎಂದು ಪ್ರಕಟಣೆಯಲ್ಲಿ ತಿಳಿಸಿದ್ದಾರೆ. bbox=[718, 519, 926, 608]
magenta-dot bbox=[39, 1472, 46, 1479]
yellow-dot bbox=[873, 1472, 880, 1479]
body-col5: ಜಿಲ್ಲೆಯಲ್ಲಿ ಈ ಬಾರಿ ಮುಂಗಾರು ಪೂರ್ವ ಮಳೆ ಉತ್ತಮವಾಗಿ ಸುರಿದಿದ್ದು ರೈತರು ಕೃಷಿ ಚಟುವಟಿಕೆಗಳಲ್ಲಿ ತೊಡಗಿದ್ದಾರೆ. ಹೊಲಗಳನ್ನು ಹದಗೊಳಿಸುವ ಕಾರ್ಯ ಭರದಿಂದ ಸಾಗಿದೆ. ಕೃಷಿ ಇಲಾಖೆಯು ರೈತ ಸಂಪರ್ಕ ಕೇಂದ್ರಗಳ ಮೂಲಕ ಬಿತ್ತನೆ ಬೀಜ ಹಾಗೂ ರಸಗೊಬ್ಬರ ಪೂರೈಕೆಗೆ ಅಗತ್ಯ ಕ್ರಮ ಕೈಗೊಂಡಿದೆ. ಜಿಲ್ಲೆಯಲ್ಲಿ ಒಟ್ಟು 1,63,753 ಹೆಕ್ಟೇರ್ ಪ್ರದೇಶದಲ್ಲಿ ಬಿತ್ತನೆ ಗುರಿ ಹೊಂದಲಾಗಿದೆ. ಜಿಲ್ಲೆಯಲ್ಲಿ ಜನವರಿಯಿಂದ ಇಲ್ಲಿಯವರೆಗೆ 599.5 ಮಿ.ಮೀ ವಾಡಿಕೆ ಮಳೆಗೆ ಪ್ರತಿಯಾಗಿ ಹೆಚ್ಚಿನ ಮಳೆಯಾಗಿದೆ. ರೈತರು ಪ್ರಮಾಣೀಕೃತ ಬೀಜಗಳನ್ನೇ ಖರೀದಿಸಬೇಕು ಎಂದು ಜಂಟಿ ಕೃಷಿ ನಿರ್ದೇಶಕರು ತಿಳಿಸಿದ್ದಾರೆ. bbox=[670, 954, 780, 1070]
dateline: ಸಿರುಗುಪ್ಪ,ಮೇ.28: bbox=[633, 134, 681, 142]
dateline: ಬಳ್ಳಾರಿ,ಮೇ.28: bbox=[256, 1293, 298, 1301]
headline-line1: ಕಂಪ್ಲಿ: ವಿದ್ಯುತ್ ಸಂಬಂಧಿತ bbox=[761, 464, 883, 480]
imprint: EE NAMMA KANNADANADU, Kannada Daily, Edited, Printed, Published & Owned by Bhagyalakshmi.R., by on behalf of Kasthuri Publishers, Printed at Plot No.18, Industrial Area, Anantapur Road, BELLARY - 583101, bbox=[121, 1453, 824, 1461]
headline-line1: ಡಾಂಬರ್ ರಸ್ತೆಗೆ ಮಣ್ಣಾಕಿ bbox=[527, 377, 657, 396]
date-line: ದಿನಾಂಕ : 29-05-2025, ಗುರುವಾರ, ಸ್ಥಳ : ನವನಿದಿ ಕಾಂಪ್ಲೆಕ್ಸ್, ಸಿರಿವಾರ bbox=[541, 1315, 723, 1323]
address: Opp Buda Complex, Mothi Circle, Dandu Road, Bellary bbox=[29, 1401, 242, 1409]
headline-line2: ಕೆಸರು ಗದ್ದೆ ಮಾಡಿದರು! bbox=[525, 401, 658, 421]
ad-bank bbox=[484, 1244, 926, 1444]
headline-line3: 102ನೇ ಜನ್ಮದಿನಾಚರಣೆ bbox=[53, 421, 217, 445]
stock-line: ಯೂರಿಯಾ: 44,350 ಮೆಟ್ರಿಕ್ ಟನ್ bbox=[786, 980, 874, 988]
byline: ಕನ್ನಡನಾಡು ಪ್ರತಿನಿಧಿಯಿಂದ bbox=[29, 597, 89, 605]
premier-label: PREMIER bbox=[26, 956, 53, 963]
body: ಜಿಲ್ಲೆಯಲ್ಲಿ ಈ ಬಾರಿ ಮುಂಗಾರು ಪೂರ್ವ ಮಳೆ ಉತ್ತಮವಾಗಿ ಸುರಿದಿದ್ದು ರೈತರು ಕೃಷಿ ಚಟುವಟಿಕೆಗಳಲ್ಲಿ ತೊಡಗಿದ್ದಾರೆ. ಹೊಲಗಳನ್ನು ಹದಗೊಳಿಸುವ ಕಾರ್ಯ ಭರದಿಂದ ಸಾಗಿದೆ. ಕೃಷಿ ಇಲಾಖೆಯು ರೈತ ಸಂಪರ್ಕ ಕೇಂದ್ರಗಳ ಮೂಲಕ ಬಿತ್ತನೆ ಬೀಜ ಹಾಗೂ ರಸಗೊಬ್ಬರ ಪೂರೈಕೆಗೆ ಅಗತ್ಯ ಕ್ರಮ ಕೈಗೊಂಡಿದೆ. ಜಿಲ್ಲೆಯಲ್ಲಿ ಒಟ್ಟು 1,63,753 ಹೆಕ್ಟೇರ್ ಪ್ರದೇಶದಲ್ಲಿ ಬಿತ್ತನೆ ಗುರಿ ಹೊಂದಲಾಗಿದೆ. ಜಿಲ್ಲೆಯಲ್ಲಿ ಜನವರಿಯಿಂದ ಇಲ್ಲಿಯವರೆಗೆ 599.5 ಮಿ.ಮೀ ವಾಡಿಕೆ ಮಳೆಗೆ ಪ್ರತಿಯಾಗಿ ಹೆಚ್ಚಿನ ಮಳೆಯಾಗಿದೆ. ರೈತರು ಪ್ರಮಾಣೀಕೃತ ಬೀಜಗಳನ್ನೇ ಖರೀದಿಸಬೇಕು ಎಂದು ಜಂಟಿ ಕೃಷಿ ನಿರ್ದೇಶಕರು ತಿಳಿಸಿದ್ದಾರೆ. bbox=[260, 1079, 360, 1213]
top-garland bbox=[485, 1245, 927, 1251]
body: ಜಿಲ್ಲೆಯಲ್ಲಿ ಮೇ.31ರಂದು ವಿವಿಧ ವೃತ್ತಿಪರ ಕೋರ್ಸ್‌ಗಳ ತರಬೇತಿ ಪ್ರವೇಶಕ್ಕಾಗಿ ಪರೀಕ್ಷೆ ನಡೆಯಲಿದೆ. ಅಭ್ಯರ್ಥಿಗಳು ಪ್ರವೇಶ ಪತ್ರದೊಂದಿಗೆ ನಿಗದಿತ ಸಮಯಕ್ಕೆ ಮುಂಚಿತವಾಗಿ ಪರೀಕ್ಷಾ ಕೇಂದ್ರಕ್ಕೆ ಹಾಜರಾಗಬೇಕು. ಪರೀಕ್ಷಾ ಕೇಂದ್ರದೊಳಗೆ ಮೊಬೈಲ್ ಫೋನ್, ಕ್ಯಾಲ್ಕುಲೇಟರ್ ಸೇರಿದಂತೆ ಯಾವುದೇ ಎಲೆಕ್ಟ್ರಾನಿಕ್ ಉಪಕರಣಗಳನ್ನು ತರುವುದನ್ನು ನಿಷೇಧಿಸಲಾಗಿದೆ. ಹೆಚ್ಚಿನ ಮಾಹಿತಿಗಾಗಿ ಸಂಬಂಧಿಸಿದ ಕಚೇರಿಯನ್ನು ಸಂಪರ್ಕಿಸಬಹುದು ಎಂದು ಪ್ರಕಟಣೆಯಲ್ಲಿ ತಿಳಿಸಲಾಗಿದೆ. bbox=[256, 1293, 476, 1337]
chairman-photo bbox=[489, 1333, 589, 1439]
quote1-by: - ಕೆ.ಟಿ. ಮಂಜುನಾಥ್, ಗ್ರಾಮಸ್ಥ bbox=[479, 602, 553, 610]
route: HYDERABAD bbox=[157, 1333, 221, 1343]
licence: Prepaid Licence No. KRND-25. RNI Regd. No. 63828/95 ph: 08392-294035. Mail ID: enknbel@gmail.com bbox=[301, 1465, 644, 1473]
quote-mark-icon: ❝ bbox=[479, 549, 492, 574]
body-col1 bbox=[260, 1070, 360, 1236]
magenta-dot bbox=[864, 1472, 871, 1479]
route: BELLARY bbox=[166, 1263, 212, 1273]
story-photo bbox=[29, 451, 241, 591]
story-covid bbox=[20, 852, 248, 1212]
footer bbox=[0, 1448, 945, 1488]
body-col2: ತಾಲ್ಲೂಕಿನ ಗ್ರಾಮದಿಂದ ಹೊಲಗಳಿಗೆ ಹೋಗುವ ಡಾಂಬರ್ ರಸ್ತೆಗೆ ಮಣ್ಣು ಹಾಕಿ ಕೆಸರು ಗದ್ದೆ ಮಾಡಲಾಗಿದೆ ಎಂದು ರೈತರು ಆರೋಪಿಸಿದ್ದಾರೆ. ಸುಮಾರು 6 ಕಿಲೋಮೀಟರ್ ಉದ್ದದ ರಸ್ತೆಯ ಮೇಲೆ ಮಣ್ಣು ಹಾಕಿದ ಪರಿಣಾಮ ಮಳೆ ಬಂದಾಗ ಸಂಪೂರ್ಣ ಕೆಸರುಮಯವಾಗಿ ವಾಹನ ಸವಾರರು ಹಾಗೂ ರೈತರು ಸಂಚರಿಸಲು ಪರದಾಡುವಂತಾಗಿದೆ. ಕೂಡಲೇ ಸಂಬಂಧಪಟ್ಟ ಅಧಿಕಾರಿಗಳು ಸ್ಥಳಕ್ಕೆ ಭೇಟಿ ನೀಡಿ ರಸ್ತೆ ದುರಸ್ತಿ ಮಾಡಬೇಕು ಎಂದು ಗ್ರಾಮಸ್ಥರು ಒತ್ತಾಯಿಸಿದ್ದಾರೆ. ಮಳೆಗಾಲ ಆರಂಭವಾಗುವ ಮುನ್ನ ಕ್ರಮ ಕೈಗೊಳ್ಳದಿದ್ದರೆ ಪ್ರತಿಭಟನೆ ನಡೆಸಲಾಗುವುದು ಎಂದು ಎಚ್ಚರಿಸಿದರು. bbox=[371, 561, 475, 677]
story-photo bbox=[260, 954, 512, 1066]
registration-dots-left bbox=[30, 1464, 66, 1483]
dateline: ಬಳ್ಳಾರಿ,ಮೇ.28: bbox=[27, 118, 69, 126]
quote-box bbox=[518, 948, 664, 1066]
headline-part1: ಜನನ ಮತ್ತು ಮರಣ ನೋಂದಣಿ bbox=[27, 71, 293, 101]
story-ntr-actor bbox=[256, 740, 710, 916]
story-photo bbox=[261, 369, 473, 547]
bus-image bbox=[25, 1261, 125, 1365]
screen bbox=[151, 117, 271, 177]
pylon bbox=[868, 378, 872, 460]
header-day: ಗುರುವಾರ bbox=[745, 39, 784, 53]
body-col4: ಜಿಲ್ಲೆಯಲ್ಲಿ ಈ ಬಾರಿ ಮುಂಗಾರು ಪೂರ್ವ ಮಳೆ ಉತ್ತಮವಾಗಿ ಸುರಿದಿದ್ದು ರೈತರು ಕೃಷಿ ಚಟುವಟಿಕೆಗಳಲ್ಲಿ ತೊಡಗಿದ್ದಾರೆ. ಹೊಲಗಳನ್ನು ಹದಗೊಳಿಸುವ ಕಾರ್ಯ ಭರದಿಂದ ಸಾಗಿದೆ. ಕೃಷಿ ಇಲಾಖೆಯು ರೈತ ಸಂಪರ್ಕ ಕೇಂದ್ರಗಳ ಮೂಲಕ ಬಿತ್ತನೆ ಬೀಜ ಹಾಗೂ ರಸಗೊಬ್ಬರ ಪೂರೈಕೆಗೆ ಅಗತ್ಯ ಕ್ರಮ ಕೈಗೊಂಡಿದೆ. ಜಿಲ್ಲೆಯಲ್ಲಿ ಒಟ್ಟು 1,63,753 ಹೆಕ್ಟೇರ್ ಪ್ರದೇಶದಲ್ಲಿ ಬಿತ್ತನೆ ಗುರಿ ಹೊಂದಲಾಗಿದೆ. ಜಿಲ್ಲೆಯಲ್ಲಿ ಜನವರಿಯಿಂದ ಇಲ್ಲಿಯವರೆಗೆ 599.5 ಮಿ.ಮೀ ವಾಡಿಕೆ ಮಳೆಗೆ ಪ್ರತಿಯಾಗಿ ಹೆಚ್ಚಿನ ಮಳೆಯಾಗಿದೆ. ರೈತರು ಪ್ರಮಾಣೀಕೃತ ಬೀಜಗಳನ್ನೇ ಖರೀದಿಸಬೇಕು ಎಂದು ಜಂಟಿ ಕೃಷಿ ನಿರ್ದೇಶಕರು ತಿಳಿಸಿದ್ದಾರೆ. bbox=[574, 1070, 664, 1213]
story-panchayat bbox=[626, 66, 926, 358]
phone: 7259223770/9164300114 bbox=[25, 1419, 245, 1439]
route: CHENNAI bbox=[166, 1361, 212, 1371]
byline: ಕನ್ನಡನಾಡು ಪ್ರತಿನಿಧಿಯಿಂದ bbox=[256, 762, 316, 770]
masthead: ಕನ್ನಡ ನಾಡು bbox=[425, 40, 469, 53]
quote: ರೈತರು ಅಧಿಕೃತ ಪರವಾನಗಿ ಹೊಂದಿರುವ ಮಾರಾಟಗಾರರಿಂದಲೇ ಬಿತ್ತನೆ ಬೀಜ, ರಸಗೊಬ್ಬರ, ಕೀಟನಾಶಕ ಖರೀದಿಸಿ ಕಡ್ಡಾಯವಾಗಿ ರಶೀದಿ ಪಡೆಯಬೇಕು. bbox=[518, 958, 655, 984]
president-photo bbox=[867, 1257, 919, 1315]
stock-line: ಸೂರ್ಯಕಾಂತಿ: 11,800 ಕ್ವಿಂಟಾಲ್ bbox=[786, 1100, 871, 1108]
route: MANGALORE bbox=[157, 1305, 221, 1315]
photo-caption: ಡಾಂಬರ್ ರಸ್ತೆ ಕೆಸರು ಗದ್ದೆಯಾಗಿರುವುದು... bbox=[261, 549, 358, 557]
event: ನೂತನ ಪ್ರಧಾನ ಕೇಂದ್ರ ಕಛೇರಿಯ ಉದ್ಘಾಟನಾ ಸಮಾರಂಭ bbox=[541, 1295, 861, 1311]
story-course bbox=[256, 1244, 476, 1444]
page-header bbox=[0, 30, 945, 62]
byline: ಕನ್ನಡನಾಡು ವಾರ್ತೆ bbox=[22, 1024, 65, 1032]
body-col2: ಜಿಲ್ಲೆಯಲ್ಲಿ ಈ ಬಾರಿ ಮುಂಗಾರು ಪೂರ್ವ ಮಳೆ ಉತ್ತಮವಾಗಿ ಸುರಿದಿದ್ದು ರೈತರು ಕೃಷಿ ಚಟುವಟಿಕೆಗಳಲ್ಲಿ ತೊಡಗಿದ್ದಾರೆ. ಹೊಲಗಳನ್ನು ಹದಗೊಳಿಸುವ ಕಾರ್ಯ ಭರದಿಂದ ಸಾಗಿದೆ. ಕೃಷಿ ಇಲಾಖೆಯು ರೈತ ಸಂಪರ್ಕ ಕೇಂದ್ರಗಳ ಮೂಲಕ ಬಿತ್ತನೆ ಬೀಜ ಹಾಗೂ ರಸಗೊಬ್ಬರ ಪೂರೈಕೆಗೆ ಅಗತ್ಯ ಕ್ರಮ ಕೈಗೊಂಡಿದೆ. ಜಿಲ್ಲೆಯಲ್ಲಿ ಒಟ್ಟು 1,63,753 ಹೆಕ್ಟೇರ್ ಪ್ರದೇಶದಲ್ಲಿ ಬಿತ್ತನೆ ಗುರಿ ಹೊಂದಲಾಗಿದೆ. ಜಿಲ್ಲೆಯಲ್ಲಿ ಜನವರಿಯಿಂದ ಇಲ್ಲಿಯವರೆಗೆ 599.5 ಮಿ.ಮೀ ವಾಡಿಕೆ ಮಳೆಗೆ ಪ್ರತಿಯಾಗಿ ಹೆಚ್ಚಿನ ಮಳೆಯಾಗಿದೆ. ರೈತರು ಪ್ರಮಾಣೀಕೃತ ಬೀಜಗಳನ್ನೇ ಖರೀದಿಸಬೇಕು ಎಂದು ಜಂಟಿ ಕೃಷಿ ನಿರ್ದೇಶಕರು ತಿಳಿಸಿದ್ದಾರೆ. bbox=[364, 1070, 464, 1204]
headline-line2: ಕೋರ್ಸ್ ತರಬೇತಿ ಪ್ರವೇಶ ಪರೀಕ್ಷೆ bbox=[296, 1262, 436, 1277]
byline: ಕನ್ನಡನಾಡು ವಾರ್ತೆ bbox=[718, 510, 761, 518]
black-dot bbox=[57, 1472, 64, 1479]
board-photos bbox=[593, 1371, 923, 1439]
story-andhra bbox=[20, 364, 248, 844]
headline-part2: ವಿಳಂಬವಾಗಬಾರದು bbox=[301, 71, 468, 101]
stock-line: ಕಾಂಪ್ಲೆಕ್ಸ್: 45,580 ಮೆಟ್ರಿಕ್ ಟನ್ bbox=[786, 956, 868, 964]
headline-line1: ಕಲ್ಲೂರು ಗ್ರಾಪಂ ಅಧ್ಯಕ್ಷರಾಗಿ bbox=[697, 71, 857, 92]
body-col3: ತಾಲ್ಲೂಕಿನ ಗ್ರಾಮದಿಂದ ಹೊಲಗಳಿಗೆ ಹೋಗುವ ಡಾಂಬರ್ ರಸ್ತೆಗೆ ಮಣ್ಣು ಹಾಕಿ ಕೆಸರು ಗದ್ದೆ ಮಾಡಲಾಗಿದೆ ಎಂದು ರೈತರು ಆರೋಪಿಸಿದ್ದಾರೆ. ಸುಮಾರು 6 ಕಿಲೋಮೀಟರ್ ಉದ್ದದ ರಸ್ತೆಯ ಮೇಲೆ ಮಣ್ಣು ಹಾಕಿದ ಪರಿಣಾಮ ಮಳೆ ಬಂದಾಗ ಸಂಪೂರ್ಣ ಕೆಸರುಮಯವಾಗಿ ವಾಹನ ಸವಾರರು ಹಾಗೂ ರೈತರು ಸಂಚರಿಸಲು ಪರದಾಡುವಂತಾಗಿದೆ. ಕೂಡಲೇ ಸಂಬಂಧಪಟ್ಟ ಅಧಿಕಾರಿಗಳು ಸ್ಥಳಕ್ಕೆ ಭೇಟಿ ನೀಡಿ ರಸ್ತೆ ದುರಸ್ತಿ ಮಾಡಬೇಕು ಎಂದು ಗ್ರಾಮಸ್ಥರು ಒತ್ತಾಯಿಸಿದ್ದಾರೆ. ಮಳೆಗಾಲ ಆರಂಭವಾಗುವ ಮುನ್ನ ಕ್ರಮ ಕೈಗೊಳ್ಳದಿದ್ದರೆ ಪ್ರತಿಭಟನೆ ನಡೆಸಲಾಗುವುದು ಎಂದು ಎಚ್ಚರಿಸಿದರು. bbox=[479, 433, 589, 540]
byline: ಕನ್ನಡನಾಡು ವಾರ್ತೆ bbox=[261, 561, 304, 569]
byline: ಕನ್ನಡನಾಡು ವಾರ್ತೆ bbox=[633, 125, 676, 133]
